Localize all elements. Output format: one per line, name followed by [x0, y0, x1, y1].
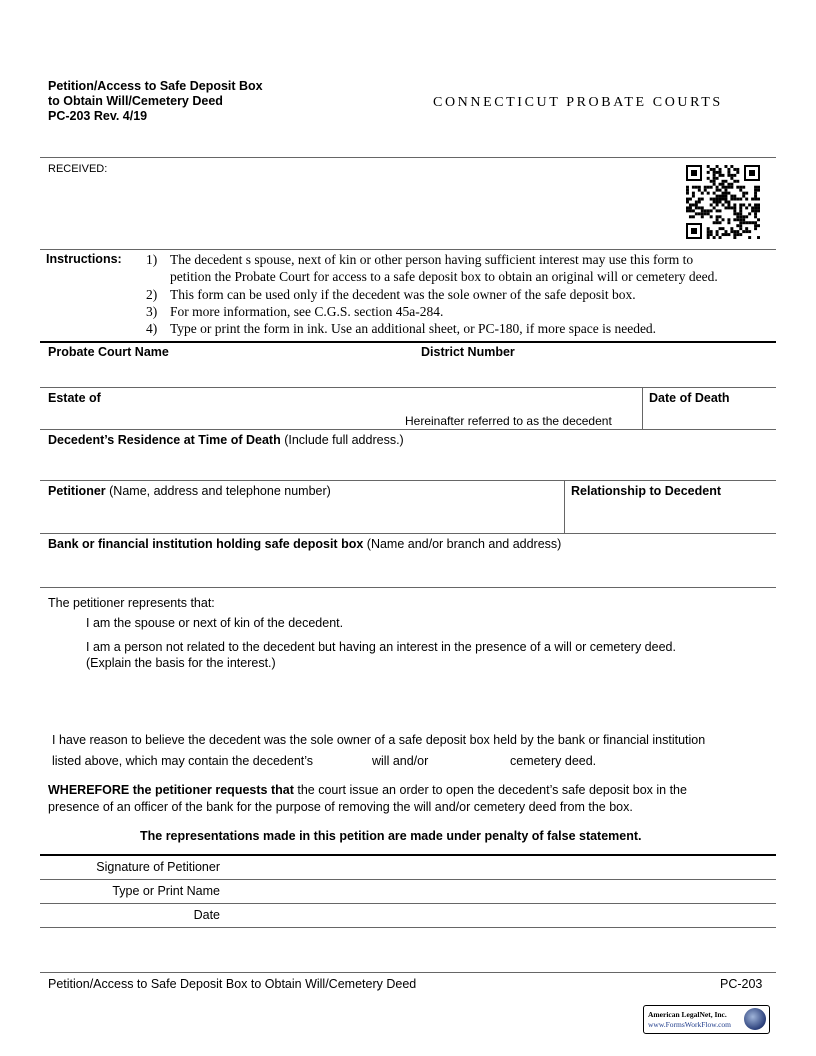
petitioner-field[interactable] — [48, 502, 553, 530]
instruction-text: Type or print the form in ink. Use an additional sheet, or PC-180, if more space is needed. — [170, 321, 657, 336]
divider — [40, 341, 776, 343]
petitioner-note: (Name, address and telephone number) — [109, 484, 331, 498]
wherefore-line-2: presence of an officer of the bank for the purpose of removing the will and/or cemetery deed from the box. — [48, 800, 633, 814]
divider — [40, 879, 776, 880]
signature-label: Signature of Petitioner — [96, 860, 220, 874]
belief-line-2b: will and/or — [372, 754, 429, 768]
received-label: RECEIVED: — [48, 163, 108, 175]
date-of-death-field[interactable] — [649, 408, 771, 426]
bank-field[interactable] — [48, 555, 768, 583]
bank-note: (Name and/or branch and address) — [366, 537, 562, 551]
qr-code-icon — [686, 165, 760, 239]
instruction-text: For more information, see C.G.S. section 45a-284. — [170, 304, 444, 319]
form-title — [48, 79, 263, 124]
bank-label-text: Bank or financial institution holding safe deposit box — [48, 537, 364, 551]
option-interest-text: I am a person not related to the decedent but having an interest in the presence of a will or cemetery deed. — [86, 640, 676, 654]
petitioner-label — [48, 484, 331, 498]
footer-form-title: Petition/Access to Safe Deposit Box to Obtain Will/Cemetery Deed — [48, 977, 417, 991]
probate-court-name-label: Probate Court Name — [48, 345, 169, 359]
cemetery-deed-checkbox[interactable] — [484, 754, 498, 768]
belief-line-2a: listed above, which may contain the decedent’s — [52, 754, 314, 768]
relationship-field[interactable] — [571, 502, 771, 530]
instruction-item-2 — [146, 286, 636, 303]
bank-label — [48, 537, 561, 551]
relationship-label: Relationship to Decedent — [571, 484, 722, 498]
instruction-number: 1) — [146, 252, 158, 267]
divider — [40, 429, 776, 430]
divider — [40, 854, 776, 856]
petitioner-label-text: Petitioner — [48, 484, 106, 498]
instruction-number: 3) — [146, 304, 158, 319]
form-revision: PC-203 Rev. 4/19 — [48, 109, 148, 123]
option-interest-checkbox[interactable] — [68, 641, 82, 655]
date-of-death-label: Date of Death — [649, 391, 730, 405]
instruction-text: This form can be used only if the decedent was the sole owner of the safe deposit box. — [170, 287, 636, 302]
footer-divider — [40, 972, 776, 973]
print-name-field[interactable] — [228, 881, 768, 901]
probate-court-name-field[interactable] — [48, 362, 408, 384]
forms-workflow-logo[interactable] — [643, 1005, 770, 1034]
instruction-number: 4) — [146, 321, 158, 336]
instruction-item-1 — [146, 251, 718, 285]
represents-intro: The petitioner represents that: — [48, 596, 215, 610]
divider — [564, 480, 565, 533]
logo-company-name: American LegalNet, Inc. — [648, 1010, 727, 1019]
divider — [40, 387, 776, 388]
instruction-item-3 — [146, 303, 443, 320]
residence-field[interactable] — [48, 452, 768, 476]
interest-basis-field[interactable] — [86, 674, 766, 714]
date-label: Date — [193, 908, 220, 922]
divider — [642, 387, 643, 430]
form-title-line1: Petition/Access to Safe Deposit Box — [48, 79, 263, 93]
divider — [40, 480, 776, 481]
residence-label-text: Decedent’s Residence at Time of Death — [48, 433, 281, 447]
option-interest-explain: (Explain the basis for the interest.) — [86, 656, 276, 670]
instruction-number: 2) — [146, 287, 158, 302]
globe-icon — [744, 1008, 766, 1030]
instruction-text: petition the Probate Court for access to a safe deposit box to obtain an original will or cemetery deed. — [170, 269, 718, 284]
divider — [40, 249, 776, 250]
footer-form-number: PC-203 — [720, 977, 763, 991]
instruction-text: The decedent s spouse, next of kin or other person having sufficient interest may use this form to — [170, 252, 694, 267]
divider — [40, 533, 776, 534]
divider — [40, 157, 776, 158]
date-field[interactable] — [228, 905, 768, 925]
form-title-line2: to Obtain Will/Cemetery Deed — [48, 94, 223, 108]
logo-website: www.FormsWorkFlow.com — [648, 1020, 732, 1029]
will-checkbox[interactable] — [344, 754, 358, 768]
option-spouse-text: I am the spouse or next of kin of the decedent. — [86, 616, 344, 630]
instruction-item-4 — [146, 320, 656, 337]
divider — [40, 927, 776, 928]
residence-note: (Include full address.) — [284, 433, 404, 447]
option-spouse-checkbox[interactable] — [68, 617, 82, 631]
estate-of-label: Estate of — [48, 391, 101, 405]
court-name-heading: CONNECTICUT PROBATE COURTS — [433, 95, 723, 110]
instructions-label: Instructions: — [46, 252, 122, 266]
residence-label — [48, 433, 404, 447]
belief-line-2c: cemetery deed. — [510, 754, 597, 768]
wherefore-bold: WHEREFORE the petitioner requests that — [48, 783, 294, 797]
print-name-label: Type or Print Name — [112, 884, 220, 898]
decedent-note: Hereinafter referred to as the decedent — [405, 414, 612, 428]
divider — [40, 587, 776, 588]
wherefore-line-1 — [48, 783, 687, 797]
signature-field[interactable] — [228, 857, 768, 877]
district-number-label: District Number — [421, 345, 515, 359]
district-number-field[interactable] — [421, 362, 771, 384]
divider — [40, 903, 776, 904]
wherefore-rest: the court issue an order to open the decedent’s safe deposit box in the — [297, 783, 687, 797]
penalty-statement: The representations made in this petition are made under penalty of false statement. — [140, 829, 642, 843]
belief-line-1: I have reason to believe the decedent was the sole owner of a safe deposit box held by the bank or financial institution — [52, 733, 706, 747]
